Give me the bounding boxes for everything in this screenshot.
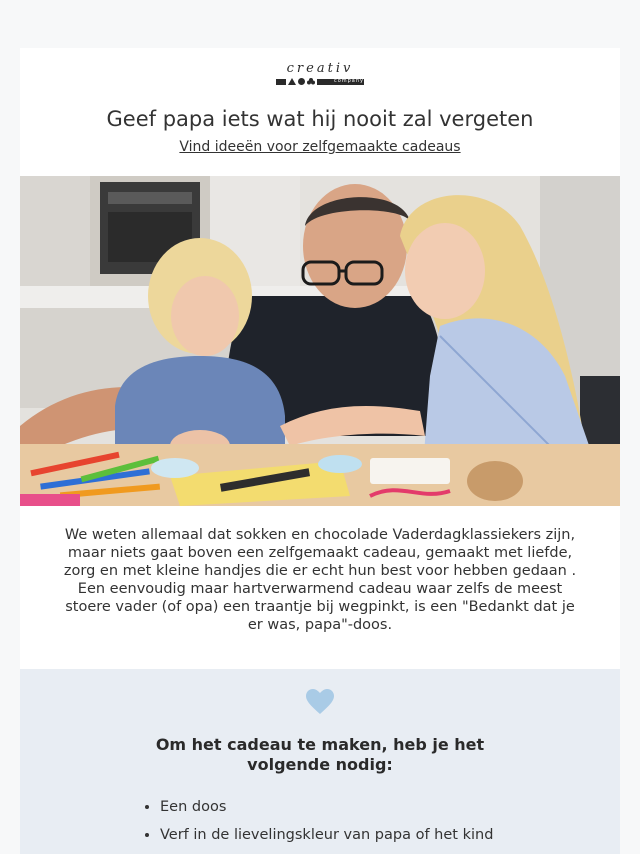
logo-club-icon xyxy=(307,78,315,85)
supplies-panel xyxy=(20,669,620,854)
email-headline: Geef papa iets wat hij nooit zal vergeten xyxy=(106,107,534,131)
email-card xyxy=(20,48,620,854)
logo-wordmark: creativ xyxy=(286,61,354,76)
hero-image[interactable] xyxy=(20,176,620,506)
hero-illustration xyxy=(20,176,620,506)
brand-logo[interactable] xyxy=(274,62,366,88)
supplies-title: Om het cadeau te maken, heb je het volgende nodig: xyxy=(155,735,485,774)
heart-icon xyxy=(306,689,334,715)
intro-paragraph-2: Een eenvoudig maar hartverwarmend cadeau waar zelfs de meest stoere vader (of opa) een traantje bij wegpinkt, is een "Bedankt dat je er was, papa"-doos. xyxy=(65,581,575,633)
supplies-list xyxy=(140,793,493,849)
logo-circle-icon xyxy=(298,78,305,85)
logo-triangle-icon xyxy=(288,78,296,85)
ideas-link-row xyxy=(20,138,620,156)
intro-paragraph-1: We weten allemaal dat sokken en chocolade Vaderdagklassiekers zijn, maar niets gaat boven een zelfgemaakt cadeau, gemaakt met liefde, zorg en met kleine handjes die er echt hun best voor hebben gedaan . xyxy=(63,527,577,579)
intro-text xyxy=(60,526,580,634)
logo-subtitle: company xyxy=(333,78,364,84)
list-item: • Verf in de lievelingskleur van papa of het kind xyxy=(160,821,493,849)
ideas-link[interactable]: Vind ideeën voor zelfgemaakte cadeaus xyxy=(179,139,461,155)
list-item: • Een doos xyxy=(160,793,493,821)
